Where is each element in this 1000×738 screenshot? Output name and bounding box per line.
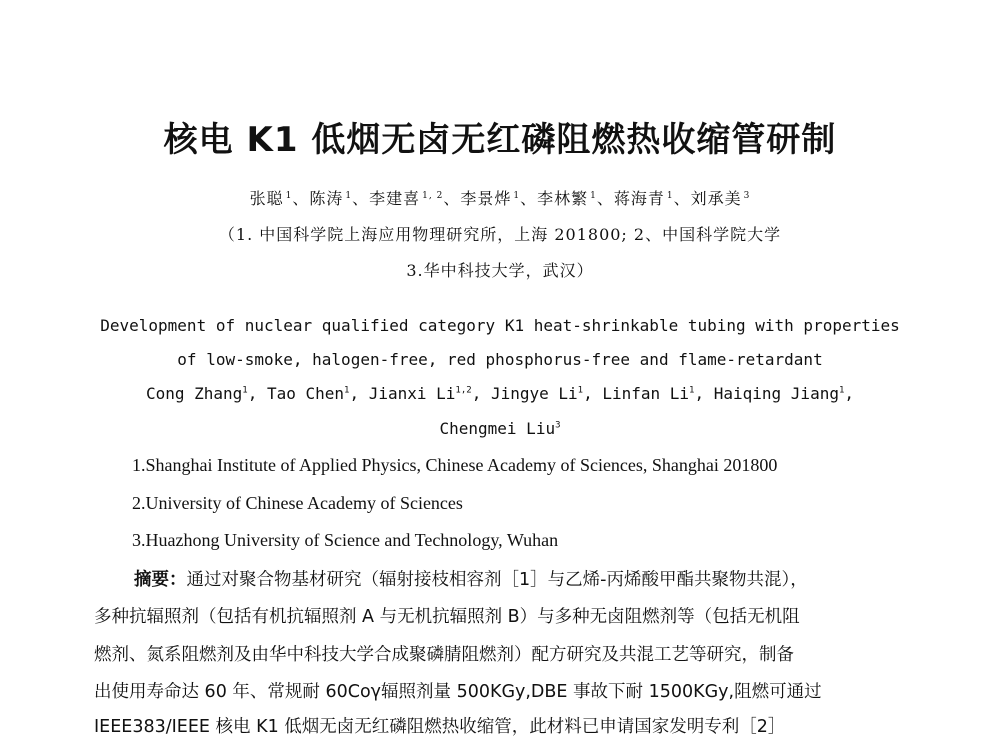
- chinese-author-separator: 、: [443, 189, 461, 208]
- chinese-affiliations-line-1: （1. 中国科学院上海应用物理研究所，上海 201800; 2、中国科学院大学: [218, 225, 782, 244]
- chinese-author-affiliation-mark: 1: [590, 190, 597, 201]
- chinese-author-separator: 、: [596, 189, 614, 208]
- english-author-separator: ,: [247, 384, 267, 403]
- chinese-author-name: 李景烨: [460, 189, 512, 208]
- abstract-text-1: 通过对聚合物基材研究（辐射接枝相容剂［1］与乙烯-丙烯酸甲酯共聚物共混），: [186, 570, 808, 590]
- english-author-separator: ,: [694, 384, 714, 403]
- english-author-affiliation-mark: 1: [242, 385, 248, 396]
- chinese-author-list: [0, 186, 1000, 209]
- chinese-author-affiliation-mark: 1: [666, 190, 674, 201]
- abstract-line-5: IEEE383/IEEE 核电 K1 低烟无卤无红磷阻燃热收缩管，此材料已申请国家发明专利［2］: [94, 717, 786, 737]
- english-author-separator: ,: [844, 384, 855, 403]
- chinese-author-affiliation-mark: 3: [743, 190, 751, 201]
- english-author-separator: ,: [349, 384, 369, 403]
- english-author-name: Jingye Li: [490, 384, 578, 403]
- english-affiliation-2: 2.University of Chinese Academy of Sciences: [132, 493, 463, 513]
- chinese-author-separator: 、: [352, 189, 370, 208]
- chinese-author-affiliation-mark: 1: [513, 190, 521, 201]
- english-title-line-1: Development of nuclear qualified category K1 heat-shrinkable tubing with properties: [100, 316, 900, 335]
- english-author-affiliation-mark: 1: [577, 385, 584, 396]
- abstract-line-3: 燃剂、氮系阻燃剂及由华中科技大学合成聚磷腈阻燃剂）配方研究及共混工艺等研究，制备: [94, 645, 794, 665]
- abstract-line-4: 出使用寿命达 60 年、常规耐 60Coγ辐照剂量 500KGy,DBE 事故下耐 1500KGy,阻燃可通过: [94, 682, 822, 702]
- abstract-line-2: 多种抗辐照剂（包括有机抗辐照剂 A 与无机抗辐照剂 B）与多种无卤阻燃剂等（包括无机阻: [94, 607, 800, 627]
- chinese-author-affiliation-mark: 1, 2: [422, 190, 444, 201]
- chinese-author-name: 李建喜: [369, 189, 421, 208]
- chinese-author-name: 李林繁: [537, 189, 589, 208]
- english-author-name: Haiqing Jiang: [713, 384, 839, 403]
- english-author-list-line-1: [0, 384, 1000, 403]
- english-author-affiliation-mark: 3: [555, 420, 561, 431]
- chinese-author-name: 陈涛: [309, 189, 344, 208]
- chinese-author-affiliation-mark: 1: [285, 190, 293, 201]
- english-affiliation-1: 1.Shanghai Institute of Applied Physics, Chinese Academy of Sciences, Shanghai 201800: [132, 455, 778, 475]
- chinese-author-name: 张聪: [249, 189, 284, 208]
- chinese-author-affiliation-mark: 1: [345, 190, 353, 201]
- english-author-affiliation-mark: 1: [838, 385, 845, 396]
- abstract-line-1: [134, 566, 808, 591]
- chinese-author-name: 刘承美: [690, 189, 742, 208]
- english-author-separator: ,: [583, 384, 603, 403]
- chinese-author-separator: 、: [673, 189, 691, 208]
- english-author-name: Cong Zhang: [145, 384, 243, 403]
- english-author-separator: ,: [471, 384, 491, 403]
- chinese-author-separator: 、: [292, 189, 310, 208]
- english-author-affiliation-mark: 1: [689, 385, 695, 396]
- english-title-line-2: of low-smoke, halogen-free, red phosphorus-free and flame-retardant: [177, 350, 823, 369]
- chinese-author-name: 蒋海青: [613, 189, 665, 208]
- english-author-affiliation-mark: 1: [344, 385, 350, 396]
- abstract-label: 摘要：: [134, 570, 187, 590]
- english-author-name: Jianxi Li: [368, 384, 456, 403]
- chinese-affiliations-line-2: 3.华中科技大学，武汉）: [406, 261, 594, 280]
- paper-title: 核电 K1 低烟无卤无红磷阻燃热收缩管研制: [163, 120, 837, 160]
- english-author-affiliation-mark: 1,2: [455, 385, 472, 396]
- english-author-name: Linfan Li: [602, 384, 690, 403]
- english-author-name: Chengmei Liu: [439, 419, 556, 438]
- english-affiliation-3: 3.Huazhong University of Science and Technology, Wuhan: [132, 530, 559, 550]
- english-author-list-line-2: [0, 419, 1000, 438]
- english-author-name: Tao Chen: [266, 384, 345, 403]
- chinese-author-separator: 、: [520, 189, 538, 208]
